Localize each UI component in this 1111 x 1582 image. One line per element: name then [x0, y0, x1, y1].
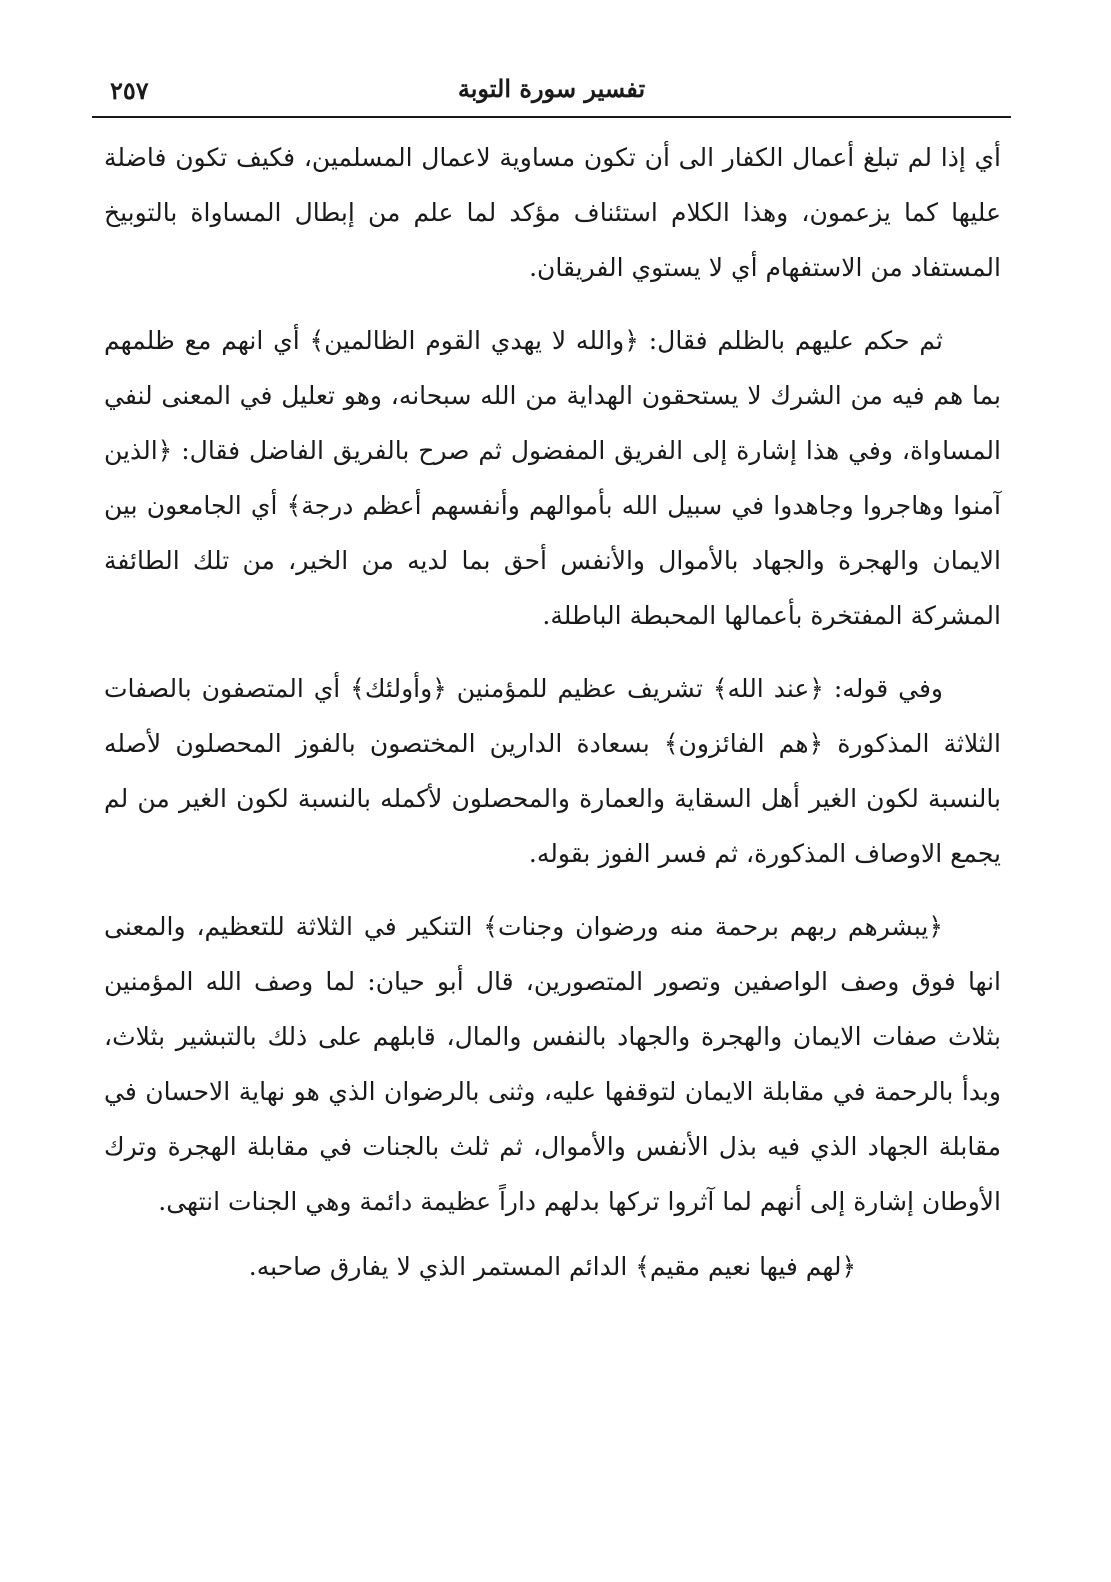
paragraph-2: ثم حكم عليهم بالظلم فقال: ﴿والله لا يهدي القوم الظالمين﴾ أي انهم مع ظلمهم بما هم فيه من الشرك لا يستحقون الهداية من الله سبحانه، وهو تعليل في المعنى لنفي المساواة، وفي هذا إشارة إلى الفريق المفضول ثم صرح بالفريق الفاضل فقال: ﴿الذين آمنوا وهاجروا وجاهدوا في سبيل الله بأموالهم وأنفسهم أعظم درجة﴾ أي الجامعون بين الايمان والهجرة والجهاد بالأموال والأنفس أحق بما لديه من الخير، من تلك الطائفة المشركة المفتخرة بأعمالها المحبطة الباطلة. [104, 326, 1001, 630]
paragraph-5: ﴿لهم فيها نعيم مقيم﴾ الدائم المستمر الذي لا يفارق صاحبه. [248, 1252, 857, 1281]
page-number: ٢٥٧ [110, 76, 149, 105]
paragraph-1: أي إذا لم تبلغ أعمال الكفار الى أن تكون مساوية لاعمال المسلمين، فكيف تكون فاضلة عليها كما يزعمون، وهذا الكلام استئناف مؤكد لما علم من إبطال المساواة بالتوبيخ المستفاد من الاستفهام أي لا يستوي الفريقان. [104, 143, 1001, 282]
header-title: تفسير سورة التوبة [457, 74, 646, 103]
running-header [92, 70, 1011, 110]
paragraph-3: وفي قوله: ﴿عند الله﴾ تشريف عظيم للمؤمنين ﴿وأولئك﴾ أي المتصفون بالصفات الثلاثة المذكورة ﴿هم الفائزون﴾ بسعادة الدارين المختصون بالفوز المحصلون لأصله بالنسبة لكون الغير أهل السقاية والعمارة والمحصلون لأكمله بالنسبة لكون الغير من لم يجمع الاوصاف المذكورة، ثم فسر الفوز بقوله. [104, 674, 1001, 868]
page-body [104, 130, 1001, 1294]
paragraph-4: ﴿يبشرهم ربهم برحمة منه ورضوان وجنات﴾ التنكير في الثلاثة للتعظيم، والمعنى انها فوق وصف الواصفين وتصور المتصورين، قال أبو حيان: لما وصف الله المؤمنين بثلاث صفات الايمان والهجرة والجهاد بالنفس والمال، قابلهم على ذلك بالتبشير بثلاث، وبدأ بالرحمة في مقابلة الايمان لتوقفها عليه، وثنى بالرضوان الذي هو نهاية الاحسان في مقابلة الجهاد الذي فيه بذل الأنفس والأموال، ثم ثلث بالجنات في مقابلة الهجرة وترك الأوطان إشارة إلى أنهم لما آثروا تركها بدلهم داراً عظيمة دائمة وهي الجنات انتهى. [104, 912, 1001, 1216]
header-rule [92, 116, 1011, 118]
